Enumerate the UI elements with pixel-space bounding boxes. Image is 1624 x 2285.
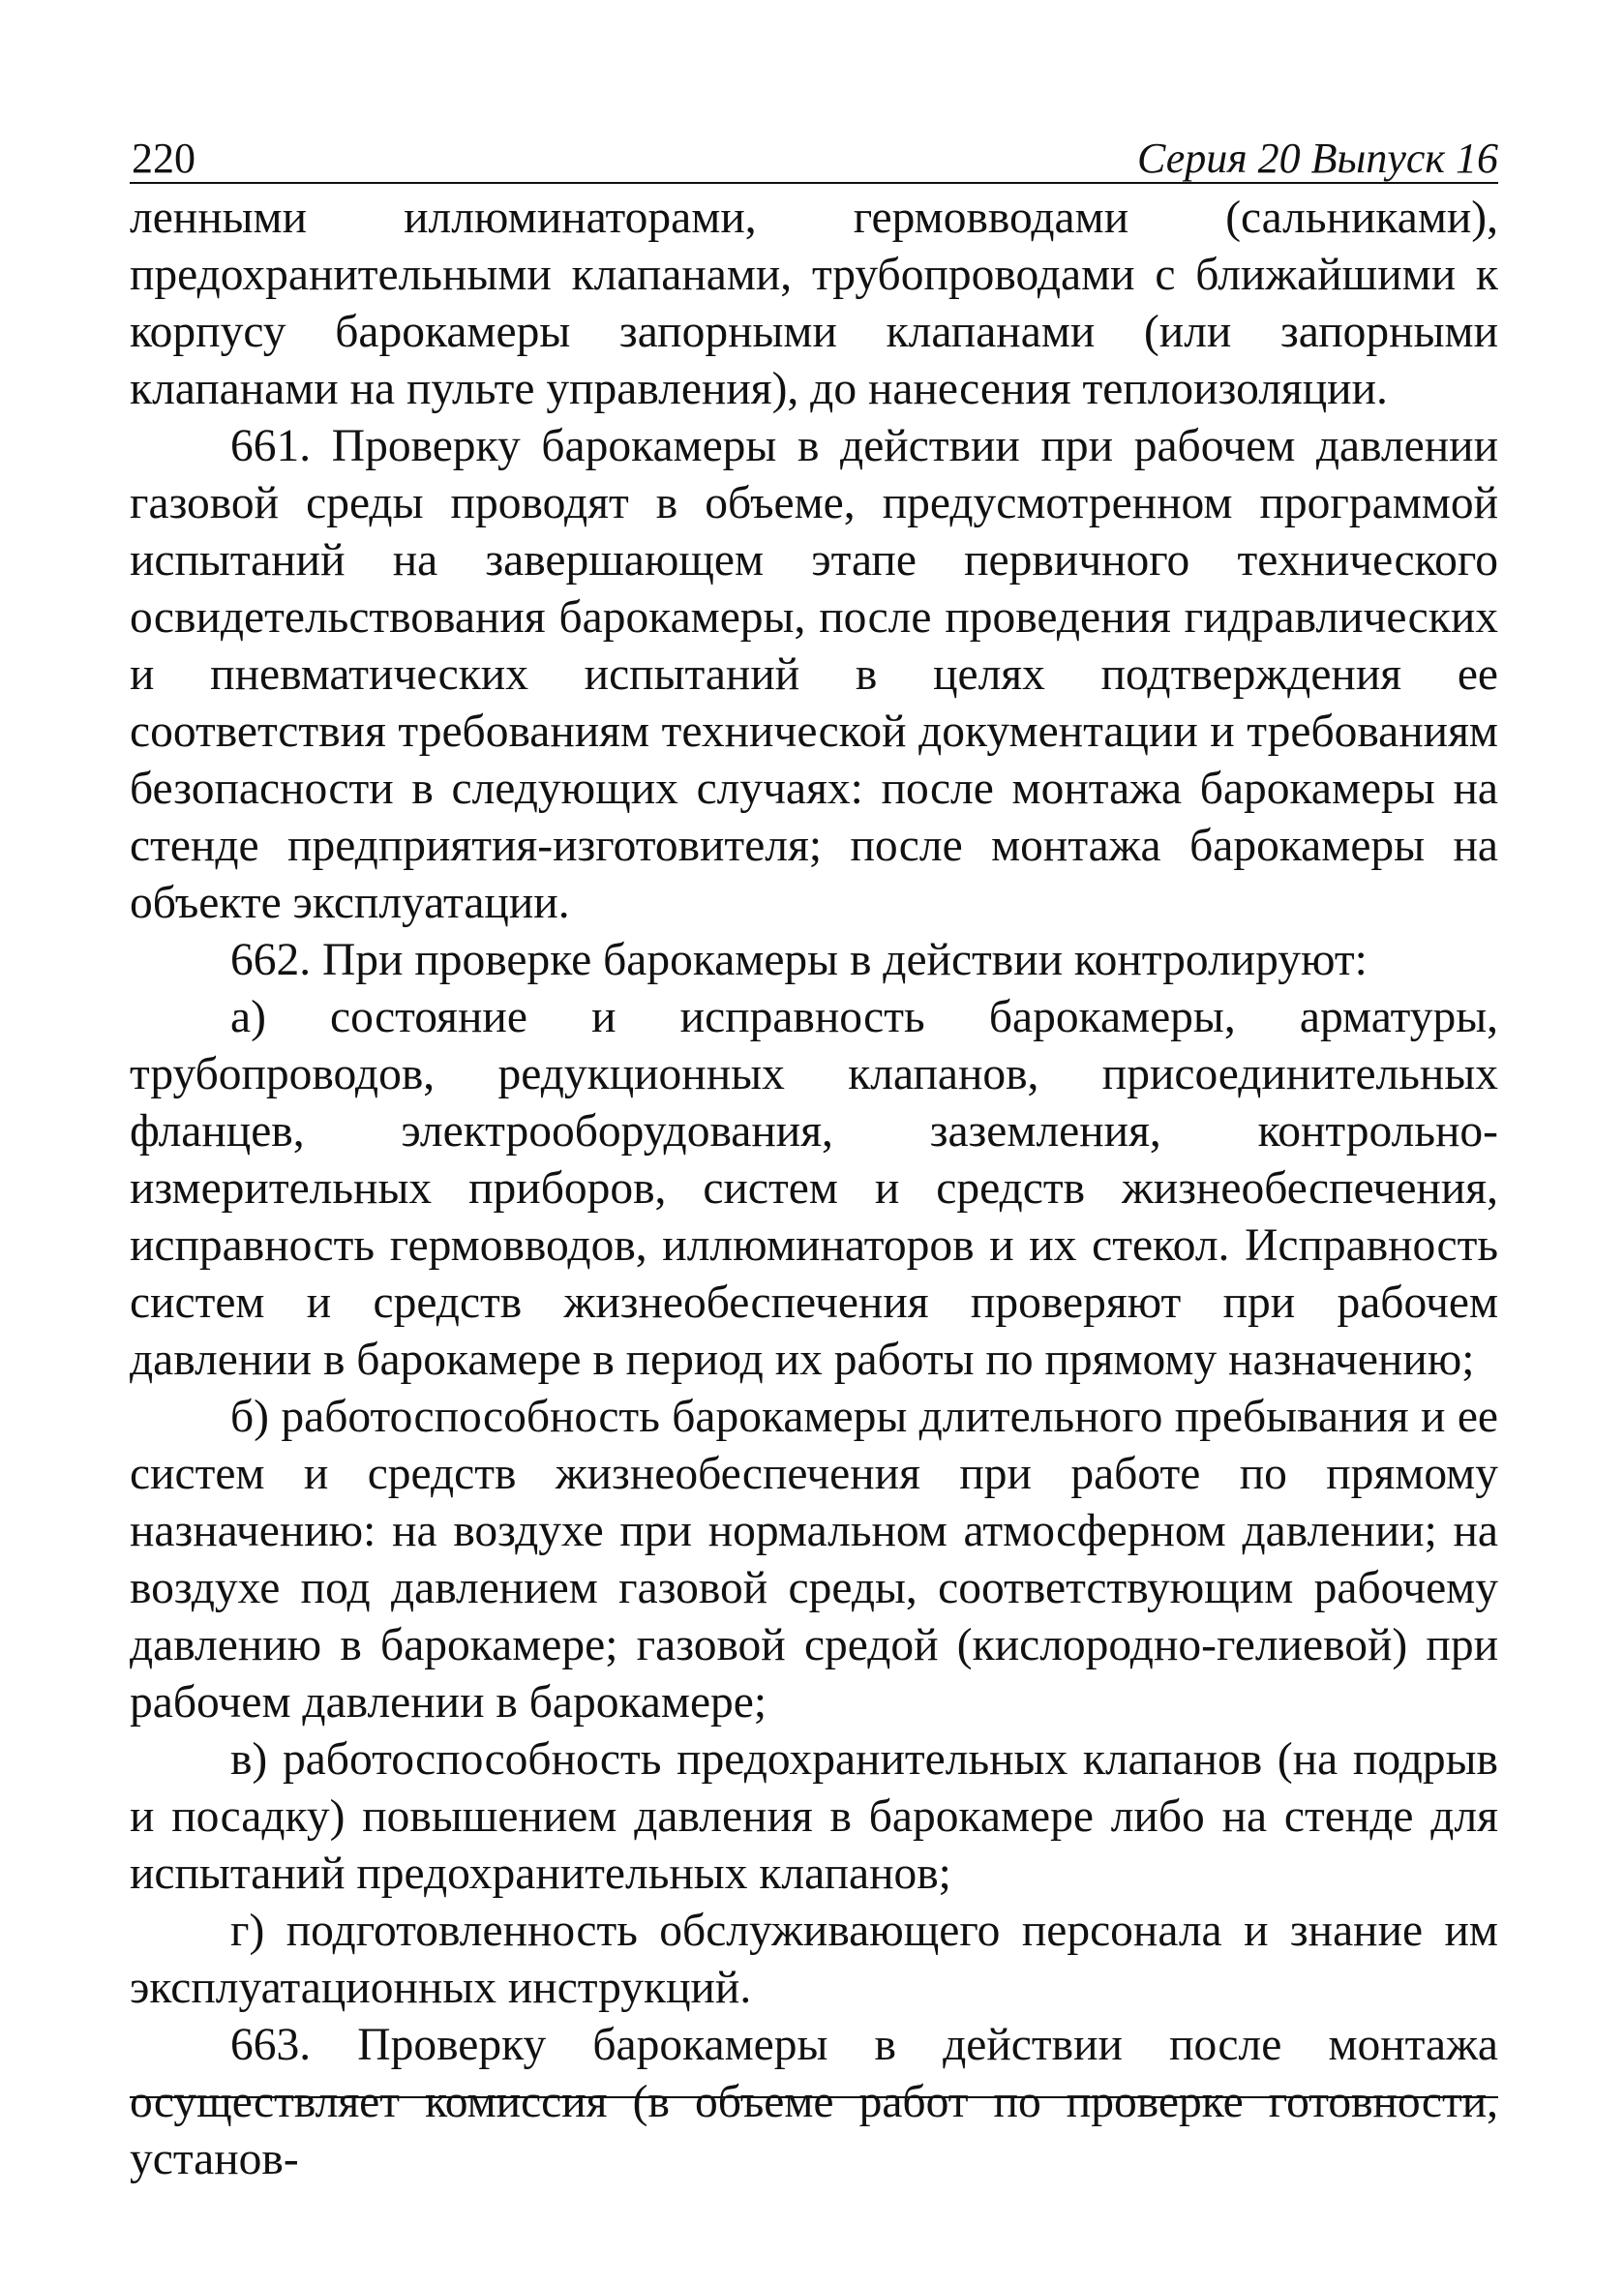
running-header: [130, 116, 1498, 184]
page-number: 220: [132, 135, 195, 182]
paragraph-661: 661. Проверку барокамеры в действии при рабочем давлении газовой среды проводят в объеме, предусмотренном программой испытаний на завершающем этапе первичного технического освидетельствования барокамеры, после проведения гидравлических и пневматических испытаний в целях подтверждения ее соответствия требованиям технической документации и требованиям безопасности в следующих случаях: после монтажа барокамеры на стенде предприятия-изготовителя; после монтажа барокамеры на объекте эксплуатации.: [130, 421, 1498, 928]
paragraph-662: 662. При проверке барокамеры в действии контролируют:: [230, 935, 1368, 985]
book-page: [130, 116, 1498, 2188]
paragraph-663: 663. Проверку барокамеры в действии после монтажа осуществляет комиссия (в объеме работ по проверке готовности, установ-: [130, 2020, 1498, 2184]
list-item-a: а) состояние и исправность барокамеры, арматуры, трубопроводов, редукционных клапанов, присоединительных фланцев, электрооборудования, заземления, контрольно-измерительных приборов, систем и средств жизнеобеспечения, исправность гермовводов, иллюминаторов и их стекол. Исправность систем и средств жизнеобеспечения проверяют при рабочем давлении в барокамере в период их работы по прямому назначению;: [130, 992, 1498, 1385]
series-title: Серия 20 Выпуск 16: [1137, 135, 1498, 182]
list-item-g: г) подготовленность обслуживающего персонала и знание им эксплуатационных инструкций.: [130, 1906, 1498, 2013]
list-item-b: б) работоспособность барокамеры длительного пребывания и ее систем и средств жизнеобеспечения при работе по прямому назначению: на воздухе при нормальном атмосферном давлении; на воздухе под давлением газовой среды, соответствующим рабочему давлению в барокамере; газовой средой (кислородно-гелиевой) при рабочем давлении в барокамере;: [130, 1392, 1498, 1728]
footer-rule: [130, 2096, 1498, 2098]
body-text: [130, 190, 1498, 2188]
paragraph-continuation: ленными иллюминаторами, гермовводами (сальниками), предохранительными клапанами, трубопроводами с ближайшими к корпусу барокамеры запорными клапанами (или запорными клапанами на пульте управления), до нанесения теплоизоляции.: [130, 193, 1498, 414]
list-item-v: в) работоспособность предохранительных клапанов (на подрыв и посадку) повышением давления в барокамере либо на стенде для испытаний предохранительных клапанов;: [130, 1734, 1498, 1899]
